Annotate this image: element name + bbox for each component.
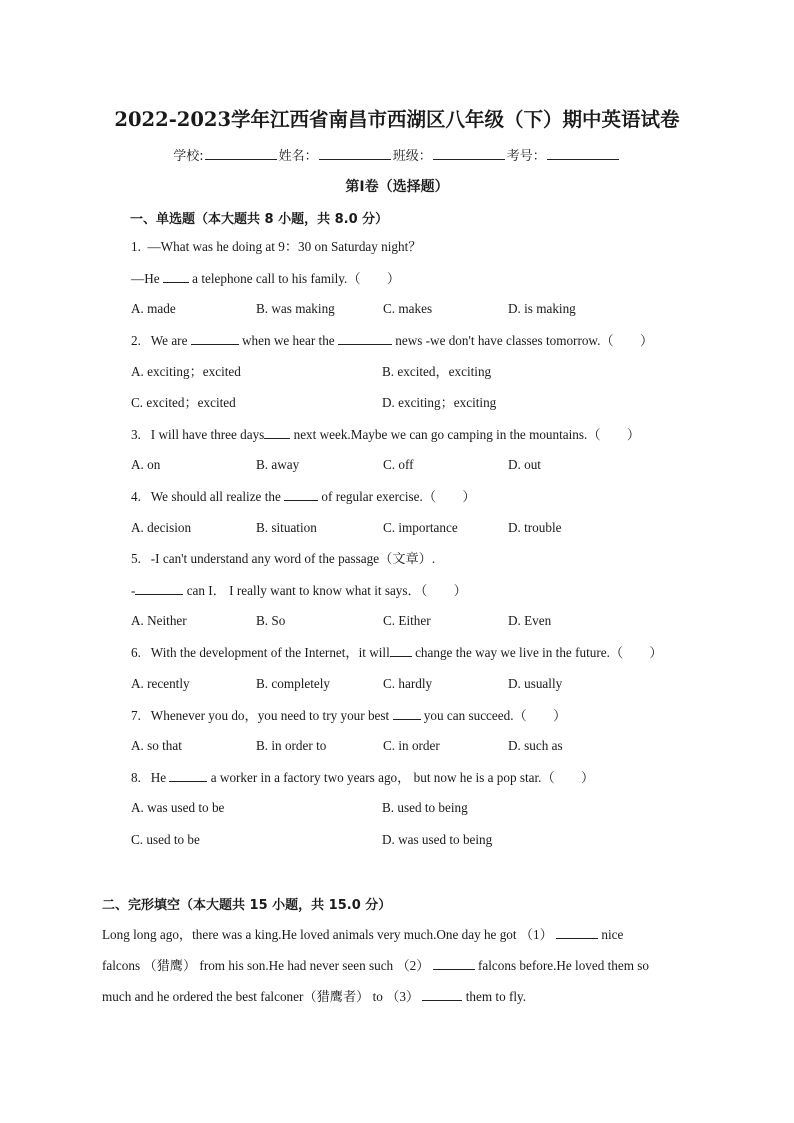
question-number: 7. <box>131 708 141 723</box>
option-d[interactable]: D. was used to being <box>382 832 493 847</box>
option-c[interactable]: C. in order <box>383 738 440 753</box>
answer-blank <box>338 332 392 345</box>
option-d[interactable]: D. exciting；exciting <box>382 395 497 410</box>
question-4 <box>131 488 476 505</box>
question-stem: He <box>150 770 167 785</box>
question-5 <box>131 551 435 567</box>
answer-blank <box>135 582 183 595</box>
question-stem: —What was he doing at 9：30 on Saturday night？ <box>147 239 422 254</box>
school-label: 学校: <box>173 149 204 164</box>
name-label: 姓名： <box>278 149 318 164</box>
option-c[interactable]: C. hardly <box>383 676 433 691</box>
option-a[interactable]: A. was used to be <box>131 800 225 815</box>
option-b[interactable]: B. excited，exciting <box>382 364 492 379</box>
answer-blank <box>163 270 189 283</box>
option-c[interactable]: C. makes <box>383 301 433 316</box>
option-d[interactable]: D. Even <box>508 613 552 628</box>
answer-blank <box>393 707 421 720</box>
option-b[interactable]: B. away <box>256 457 300 472</box>
cloze-blank-1 <box>556 926 598 939</box>
school-field[interactable] <box>205 147 277 160</box>
question-stem: We should all realize the <box>150 489 281 504</box>
option-d[interactable]: D. out <box>508 457 541 472</box>
passage-text: falcons （猎鹰） from his son.He had never seen such （2） <box>102 958 430 973</box>
question-number: 2. <box>131 333 141 348</box>
question-stem: can I． I really want to know what it says．（ ） <box>186 583 467 598</box>
answer-blank <box>169 769 207 782</box>
question-2 <box>131 332 653 349</box>
question-8 <box>131 769 594 786</box>
option-c[interactable]: C. excited；excited <box>131 395 236 410</box>
option-b[interactable]: B. was making <box>256 301 335 316</box>
passage-text: nice <box>601 927 624 942</box>
volume-heading: 第I卷（选择题） <box>345 179 449 195</box>
question-1-line2 <box>131 270 400 287</box>
option-a[interactable]: A. so that <box>131 738 182 753</box>
question-number: 6. <box>131 645 141 660</box>
section1-heading: 一、单选题（本大题共 8 小题，共 8.0 分） <box>130 212 389 227</box>
student-info-line <box>0 145 794 164</box>
question-stem: change the way we live in the future.（ ） <box>415 645 663 660</box>
passage-text: falcons before.He loved them so <box>478 958 650 973</box>
option-b[interactable]: B. So <box>256 613 286 628</box>
answer-blank <box>390 644 412 657</box>
passage-text: them to fly. <box>465 989 527 1004</box>
option-d[interactable]: D. such as <box>508 738 563 753</box>
option-b[interactable]: B. used to being <box>382 800 468 815</box>
option-b[interactable]: B. situation <box>256 520 317 535</box>
question-number: 4. <box>131 489 141 504</box>
number-field[interactable] <box>547 147 619 160</box>
passage-line-1 <box>102 926 623 943</box>
question-stem: a worker in a factory two years ago， but now he is a pop star.（ ） <box>210 770 595 785</box>
passage-line-3 <box>102 988 526 1005</box>
option-a[interactable]: A. on <box>131 457 161 472</box>
exam-title: 2022-2023学年江西省南昌市西湖区八年级（下）期中英语试卷 <box>114 108 680 131</box>
question-6 <box>131 644 663 661</box>
class-field[interactable] <box>433 147 505 160</box>
question-3 <box>131 426 640 443</box>
question-stem: you can succeed.（ ） <box>423 708 567 723</box>
question-stem: of regular exercise.（ ） <box>321 489 476 504</box>
question-1 <box>131 239 421 255</box>
question-stem: a telephone call to his family.（ ） <box>192 271 401 286</box>
class-label: 班级： <box>392 149 432 164</box>
option-d[interactable]: D. is making <box>508 301 576 316</box>
option-c[interactable]: C. importance <box>383 520 458 535</box>
name-field[interactable] <box>319 147 391 160</box>
question-stem: -I can't understand any word of the passage（文章）. <box>150 551 436 566</box>
question-stem: With the development of the Internet，it will <box>150 645 390 660</box>
question-stem: Whenever you do，you need to try your best <box>150 708 390 723</box>
question-number: 8. <box>131 770 141 785</box>
option-b[interactable]: B. in order to <box>256 738 327 753</box>
number-label: 考号： <box>506 149 546 164</box>
question-7 <box>131 707 566 724</box>
option-d[interactable]: D. trouble <box>508 520 562 535</box>
cloze-blank-2 <box>433 957 475 970</box>
option-a[interactable]: A. exciting；excited <box>131 364 241 379</box>
answer-blank <box>191 332 239 345</box>
question-number: 3. <box>131 427 141 442</box>
option-a[interactable]: A. recently <box>131 676 190 691</box>
option-c[interactable]: C. off <box>383 457 414 472</box>
option-d[interactable]: D. usually <box>508 676 563 691</box>
passage-text: much and he ordered the best falconer（猎鹰者） to （3） <box>102 989 420 1004</box>
option-b[interactable]: B. completely <box>256 676 330 691</box>
passage-line-2 <box>102 957 649 974</box>
question-stem: when we hear the <box>242 333 335 348</box>
question-stem: —He <box>131 271 160 286</box>
option-a[interactable]: A. decision <box>131 520 192 535</box>
option-c[interactable]: C. used to be <box>131 832 200 847</box>
option-c[interactable]: C. Either <box>383 613 431 628</box>
section2-heading: 二、完形填空（本大题共 15 小题，共 15.0 分） <box>102 898 392 913</box>
question-stem: We are <box>150 333 188 348</box>
cloze-blank-3 <box>422 988 462 1001</box>
question-5-line2 <box>131 582 467 599</box>
passage-text: Long long ago，there was a king.He loved animals very much.One day he got （1） <box>102 927 553 942</box>
question-number: 5. <box>131 551 141 566</box>
question-number: 1. <box>131 239 141 254</box>
option-a[interactable]: A. Neither <box>131 613 187 628</box>
question-stem: news -we don't have classes tomorrow.（ ） <box>395 333 654 348</box>
question-stem: I will have three days <box>150 427 265 442</box>
answer-blank <box>284 488 318 501</box>
answer-blank <box>264 426 290 439</box>
question-stem: - <box>131 583 136 598</box>
question-stem: next week.Maybe we can go camping in the mountains.（ ） <box>293 427 641 442</box>
option-a[interactable]: A. made <box>131 301 176 316</box>
